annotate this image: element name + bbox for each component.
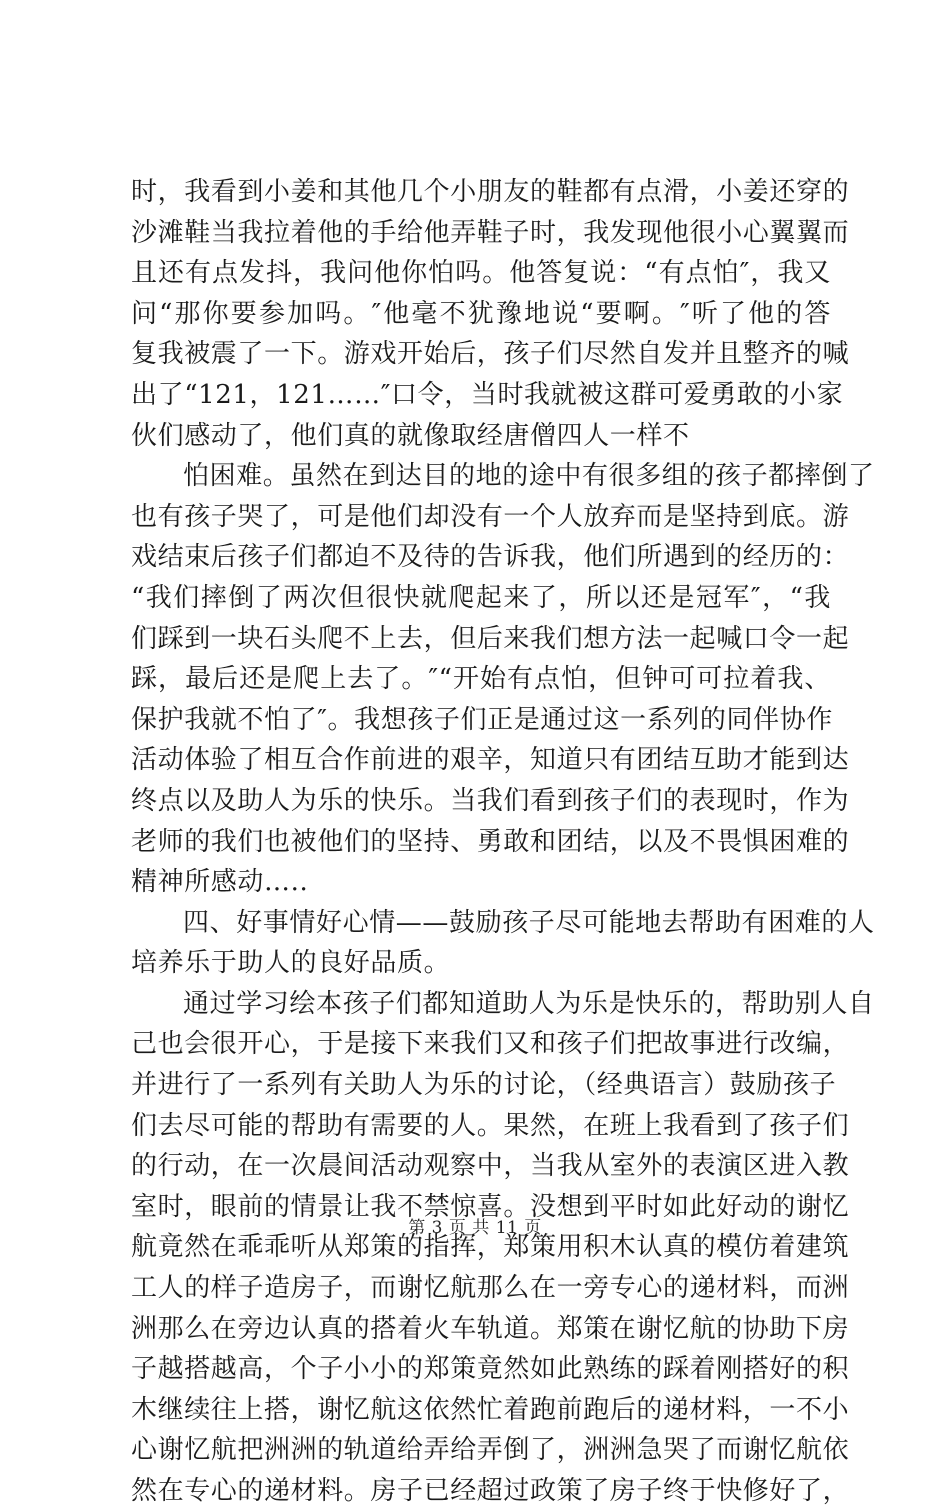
paragraph-start-line: 怕困难。虽然在到达目的地的途中有很多组的孩子都摔倒了 <box>183 461 875 492</box>
text-line: 木继续往上搭，谢忆航这依然忙着跑前跑后的递材料，一不小 <box>131 1394 850 1425</box>
text-line: 己也会很开心，于是接下来我们又和孩子们把故事进行改编， <box>131 1029 850 1060</box>
text-line: 出了“121，121……″口令，当时我就被这群可爱勇敢的小家 <box>131 379 844 410</box>
text-line: 活动体验了相互合作前进的艰辛，知道只有团结互助才能到达 <box>131 745 850 776</box>
text-line: 伙们感动了，他们真的就像取经唐僧四人一样不 <box>131 420 690 451</box>
text-line: 的行动，在一次晨间活动观察中，当我从室外的表演区进入教 <box>131 1151 850 1182</box>
section-heading-line: 培养乐于助人的良好品质。 <box>131 948 451 979</box>
text-line: 子越搭越高，个子小小的郑策竟然如此熟练的踩着刚搭好的积 <box>131 1354 850 1385</box>
text-line: 且还有点发抖，我问他你怕吗。他答复说：“有点怕″，我又 <box>131 258 831 289</box>
text-line: 踩，最后还是爬上去了。″“开始有点怕，但钟可可拉着我、 <box>131 664 831 695</box>
text-line: 老师的我们也被他们的坚持、勇敢和团结，以及不畏惧困难的 <box>131 826 850 857</box>
text-line: 戏结束后孩子们都迫不及待的告诉我，他们所遇到的经历的： <box>131 542 850 573</box>
text-line: 保护我就不怕了″。我想孩子们正是通过这一系列的同伴协作 <box>131 704 833 735</box>
text-line: 沙滩鞋当我拉着他的手给他弄鞋子时，我发现他很小心翼翼而 <box>131 217 850 248</box>
section-heading-line: 四、好事情好心情——鼓励孩子尽可能地去帮助有困难的人 <box>183 907 875 938</box>
text-line: 洲那么在旁边认真的搭着火车轨道。郑策在谢忆航的协助下房 <box>131 1313 850 1344</box>
text-line: 复我被震了一下。游戏开始后，孩子们尽然自发并且整齐的喊 <box>131 339 850 370</box>
paragraph-start-line: 通过学习绘本孩子们都知道助人为乐是快乐的，帮助别人自 <box>183 988 875 1019</box>
page-number-footer: 第 3 页 共 11 页 <box>408 1218 542 1238</box>
text-line: 室时，眼前的情景让我不禁惊喜。没想到平时如此好动的谢忆 <box>131 1191 850 1222</box>
text-line: 精神所感动….. <box>131 867 309 898</box>
text-line: 们踩到一块石头爬不上去，但后来我们想方法一起喊口令一起 <box>131 623 850 654</box>
text-line: 问“那你要参加吗。″他毫不犹豫地说“要啊。″听了他的答 <box>131 298 831 329</box>
text-line: 也有孩子哭了，可是他们却没有一个人放弃而是坚持到底。游 <box>131 501 850 532</box>
text-line: 工人的样子造房子，而谢忆航那么在一旁专心的递材料，而洲 <box>131 1273 850 1304</box>
text-line: 心谢忆航把洲洲的轨道给弄给弄倒了，洲洲急哭了而谢忆航依 <box>131 1435 850 1466</box>
text-line: 们去尽可能的帮助有需要的人。果然，在班上我看到了孩子们 <box>131 1110 850 1141</box>
text-line: 然在专心的递材料。房子已经超过政策了房子终于快修好了， <box>131 1476 850 1506</box>
text-line: 并进行了一系列有关助人为乐的讨论，（经典语言）鼓励孩子 <box>131 1070 837 1101</box>
text-line: 终点以及助人为乐的快乐。当我们看到孩子们的表现时，作为 <box>131 785 850 816</box>
text-line: 航竟然在乖乖听从郑策的指挥，郑策用积木认真的模仿着建筑 <box>131 1232 850 1263</box>
text-line: 时，我看到小姜和其他几个小朋友的鞋都有点滑，小姜还穿的 <box>131 177 850 207</box>
document-body <box>131 172 875 1512</box>
text-line: “我们摔倒了两次但很快就爬起来了，所以还是冠军″，“我 <box>131 582 831 613</box>
